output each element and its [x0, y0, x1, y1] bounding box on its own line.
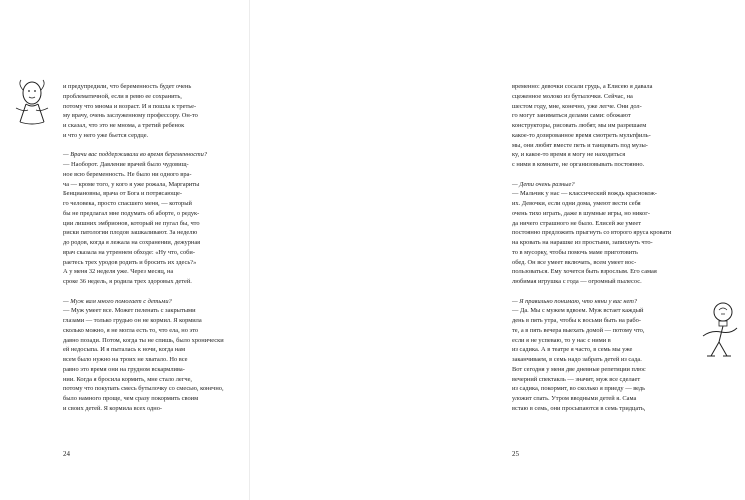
text-line: ча — кроме того, у кого я уже рожала, Маргариты — [63, 180, 200, 188]
text-line: глазами — только грудью он не кормил. Я кормила — [63, 317, 202, 324]
text-line: на кровать на нарашке из простыни, запихнуть что- — [512, 239, 653, 246]
text-line: встаю в семь, они просыпаются в семь тридцать, — [512, 404, 646, 412]
text-line: сроке 36 недель, я родила трех здоровых детей. — [63, 278, 192, 285]
text-line: врач сказала на утреннем обходе: «Ну что, соби- — [63, 248, 195, 256]
text-line: и что у него уже бьется сердце. — [63, 131, 149, 139]
text-line: уложит спать. Утром вводными детей я. Сама — [512, 395, 637, 402]
interview-question-line: — Врачи вас поддерживали во время беременности? — [63, 151, 208, 159]
doodle-lightbulb-figure-icon — [697, 300, 745, 362]
text-line: риски патологии плодов зашкаливают. За неделю — [63, 229, 198, 237]
text-line: из садика, покормит, во сколько я приеду — ведь — [512, 385, 646, 393]
text-line: пользоваться. Ему хочется быть взрослым. Его самая — [512, 268, 657, 276]
text-line: потому что мнома и возраст. И я пошла к третье- — [63, 102, 197, 110]
text-line: го человека, просто спасшего меня, — который — [63, 200, 192, 207]
text-line: да ничего страшного не было. Елисей же умеет — [512, 219, 642, 227]
text-line: ное всю беременность. Не было ни одного вра- — [63, 170, 192, 178]
page-number-left: 24 — [63, 450, 70, 458]
text-line: потому что покупать смесь бутылочку со смесью, конечно, — [63, 385, 224, 393]
text-line: те, а в пять вечера выехать домой — потому что, — [512, 326, 645, 334]
text-line: — Муж умеет все. Может пеленать с закрытыми — [63, 307, 196, 315]
text-line: равно это время они на грудном вскармлива- — [63, 365, 185, 373]
text-line: постоянно предложить прыгнуть со второго яруса кровати — [512, 229, 672, 237]
text-line: ей недосыпа. И я пыталась к ночи, когда нам — [63, 346, 186, 354]
text-line: их. Девочки, если одни дома, умеют вести себя — [512, 200, 641, 207]
text-line: — Мальчик у нас — классический вождь краснокож- — [512, 190, 657, 198]
doodle-figure-icon — [12, 78, 52, 128]
interview-question-line: — Я правильно понимаю, что няни у вас нет? — [512, 297, 638, 305]
text-line: давно позади. Потом, когда ты не спишь, было хронически — [63, 336, 224, 344]
text-line: — Да. Мы с мужем вдвоем. Муж встает каждый — [512, 307, 644, 315]
text-line: если я не успеваю, то у нас с ними в — [512, 336, 611, 344]
text-line: Бенциановны, врача от Бога и потрясающе- — [63, 190, 182, 198]
text-line: обед. Он все умеет включать, всем умеет вос- — [512, 258, 637, 266]
text-line: и сказал, что это не мнома, а третий ребенок — [63, 122, 185, 129]
right-page — [250, 0, 672, 500]
text-line: конструкторы, рисовать любят, мы им разрешаем — [512, 122, 647, 129]
text-line: раетесь трех уродов родить и бросить их здесь?» — [63, 258, 197, 266]
text-line: ку, и какое-то время я могу не находиться — [512, 151, 626, 159]
interview-question-line: — Дети очень разные? — [512, 180, 575, 188]
text-line: нии. Когда я бросила кормить, мне стало легче, — [63, 375, 193, 383]
text-line: шестом году, мне, конечно, уже легче. Они дол- — [512, 102, 642, 110]
text-line: из садика. А в театре я часто, в семь мы уже — [512, 346, 633, 354]
text-line: — Наоборот. Давление врачей было чудовищ- — [63, 161, 189, 168]
text-line: то в мусорку, чтобы помочь маме приготовить — [512, 248, 638, 256]
text-line: му врачу, очень заслуженному профессору. Он-то — [63, 112, 198, 120]
text-line: ции лишних эмбрионов, который не пугал бы, что — [63, 219, 200, 227]
text-line: очень тихо играть, даже в шумные игры, но никог- — [512, 209, 650, 217]
text-line: мы, они любят вместе петь и танцевать под музы- — [512, 141, 648, 149]
text-line: бы не предлагал мне подумать об аборте, о редук- — [63, 209, 200, 217]
interview-question-line: — Муж вам много помогает с детьми? — [63, 297, 172, 305]
left-page-text — [63, 82, 238, 414]
paragraph-gap — [63, 141, 238, 151]
text-line: заканчиваем, в семь надо забрать детей из сада. — [512, 356, 642, 363]
text-line: го могут заниматься делами сами: обожают — [512, 112, 631, 120]
text-line: вечерний спектакль — значит, муж все сделает — [512, 375, 641, 383]
text-line: день в пять утра, чтобы к восьми быть на рабо- — [512, 317, 642, 324]
text-line: А у меня 32 неделя уже. Через месяц, на — [63, 268, 174, 276]
text-line: сцеженное молоко из бутылочки. Сейчас, на — [512, 92, 633, 100]
text-line: и своих детей. Я кормила всех одно- — [63, 404, 163, 412]
text-line: и предупредили, что беременность будет очень — [63, 83, 192, 90]
text-line: Вот сегодня у меня две дневные репетиции плюс — [512, 365, 646, 373]
text-line: всем было нужно на троих не хватало. Но все — [63, 356, 188, 363]
left-page — [0, 0, 250, 500]
paragraph-gap — [512, 287, 690, 297]
text-line: какое-то дозированное время смотреть мультфиль- — [512, 131, 651, 139]
right-page-text — [512, 82, 690, 414]
page-number-right: 25 — [512, 450, 519, 458]
text-line: сколько можно, я не могла есть то, что ела, но это — [63, 326, 199, 334]
text-line: временно: девочки сосали грудь, а Елисею я давала — [512, 83, 653, 90]
text-line: было намного проще, чем сразу покормить своим — [63, 395, 199, 402]
text-line: любимая игрушка с года — огромный пылесос. — [512, 278, 642, 285]
text-line: до родов, когда я лежала на сохранении, дежурная — [63, 239, 201, 246]
paragraph-gap — [512, 170, 690, 180]
paragraph-gap — [63, 287, 238, 297]
text-line: с ними в комнате, не организовывать постоянно. — [512, 161, 645, 168]
text-line: проблематичной, если в ревю ее сохранить, — [63, 92, 182, 100]
